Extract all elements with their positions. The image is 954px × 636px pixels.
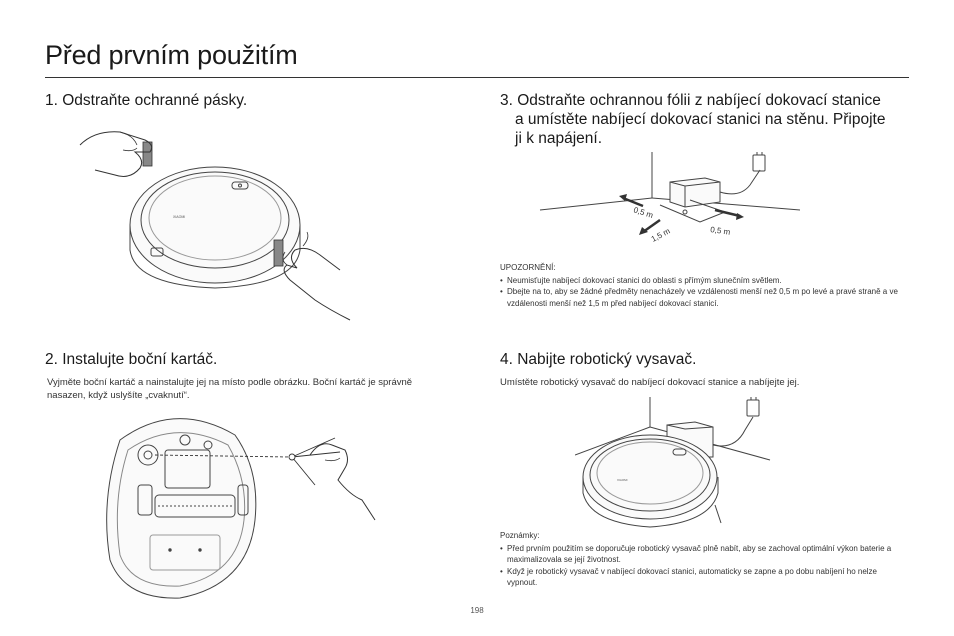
step1-heading: 1. Odstraňte ochranné pásky. bbox=[45, 92, 248, 109]
warning-item: • Neumisťujte nabíjecí dokovací stanici do oblasti s přímým slunečním světlem. bbox=[500, 275, 910, 287]
step4-heading: 4. Nabijte robotický vysavač. bbox=[500, 351, 697, 368]
distance-left-label: 0,5 m bbox=[632, 205, 655, 221]
svg-text:XIAOMI: XIAOMI bbox=[617, 478, 628, 482]
notes-title: Poznámky: bbox=[500, 531, 540, 540]
note-item: • Před prvním použitím se doporučuje robotický vysavač plně nabít, aby se zachoval optimální výkon baterie a maximalizovala se její životnost. bbox=[500, 543, 900, 566]
step1-illustration-robot-with-tapes bbox=[75, 120, 355, 340]
distance-front-label: 1,5 m bbox=[649, 226, 672, 244]
step2-heading: 2. Instalujte boční kartáč. bbox=[45, 351, 218, 368]
step3-heading bbox=[500, 91, 920, 148]
step2-text: Vyjměte boční kartáč a nainstalujte jej na místo podle obrázku. Boční kartáč je správně nasazen, když uslyšíte „cvaknutí“. bbox=[47, 377, 413, 401]
page-number: 198 bbox=[470, 606, 484, 615]
step4-illustration-robot-charging bbox=[575, 395, 775, 530]
svg-text:XIAOMI: XIAOMI bbox=[173, 215, 186, 219]
warning-item: • Dbejte na to, aby se žádné předměty nenacházely ve vzdálenosti menší než 0,5 m po levé a pravé straně a ve vzdálenosti menší než 1,5 m před nabíjecí dokovací stanicí. bbox=[500, 286, 910, 309]
warning-title: UPOZORNĚNÍ: bbox=[500, 263, 556, 272]
step4-notes bbox=[500, 530, 900, 589]
step3-illustration-dock-clearance bbox=[535, 150, 805, 260]
step2-illustration-side-brush bbox=[100, 410, 380, 600]
step3-heading-line1: 3. Odstraňte ochrannou fólii z nabíjecí dokovací stanice bbox=[500, 92, 881, 109]
step3-heading-line2: a umístěte nabíjecí dokovací stanici na stěnu. Připojte bbox=[515, 111, 886, 128]
step3-heading-line3: ji k napájení. bbox=[515, 130, 603, 147]
note-item: • Když je robotický vysavač v nabíjecí dokovací stanici, automaticky se zapne a po dobu nabíjení ho nelze vypnout. bbox=[500, 566, 900, 589]
distance-right-label: 0,5 m bbox=[709, 225, 731, 237]
step4-text: Umístěte robotický vysavač do nabíjecí dokovací stanice a nabíjejte jej. bbox=[500, 377, 800, 388]
page-title: Před prvním použitím bbox=[45, 40, 298, 70]
title-divider bbox=[45, 77, 909, 78]
step3-warnings bbox=[500, 262, 910, 309]
